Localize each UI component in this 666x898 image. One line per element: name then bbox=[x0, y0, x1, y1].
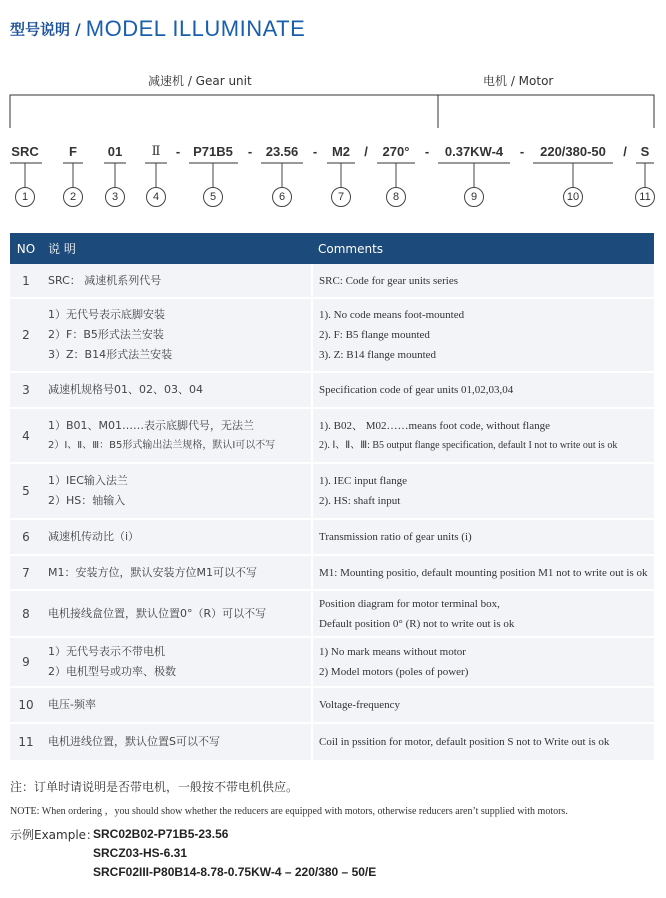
table-row bbox=[10, 637, 654, 687]
row-no: 5 bbox=[10, 463, 42, 519]
table-row bbox=[10, 723, 654, 761]
row-desc: 电压-频率 bbox=[42, 687, 312, 723]
row-comment: 1). B02、 M02……means foot code, without flange 2). Ⅰ、Ⅱ、Ⅲ: B5 output flange specification, default I not to write out is ok bbox=[312, 408, 654, 463]
table-row bbox=[10, 463, 654, 519]
row-comment: Coil in pssition for motor, default position S not to Write out is ok bbox=[312, 723, 654, 761]
connector-lines bbox=[25, 163, 645, 187]
title-cn: 型号说明 / bbox=[10, 20, 81, 39]
example-line: SRCF02III-P80B14-8.78-0.75KW-4 – 220/380 – 50/E bbox=[93, 865, 377, 879]
row-comment: 1) No mark means without motor 2) Model motors (poles of power) bbox=[312, 637, 654, 687]
row-no: 1 bbox=[10, 264, 42, 298]
bracket-outline bbox=[10, 95, 654, 128]
row-desc: 1）IEC输入法兰 2）HS：轴输入 bbox=[42, 463, 312, 519]
example-line: SRC02B02-P71B5-23.56 bbox=[93, 827, 229, 841]
note-en: NOTE: When ordering ，you should show whether the reducers are equipped with motors, otherwise reducers aren’t supplied with motors. bbox=[10, 806, 568, 817]
table-row bbox=[10, 408, 654, 463]
code-voltage: 220/380-50 bbox=[540, 144, 606, 159]
note-cn: 注：订单时请说明是否带电机，一般按不带电机供应。 bbox=[10, 780, 299, 794]
col-desc-header: 说 明 bbox=[42, 233, 312, 264]
row-comment: Transmission ratio of gear units (i) bbox=[312, 519, 654, 555]
circle-number: 10 bbox=[563, 187, 583, 207]
code-slash: / bbox=[364, 144, 368, 159]
circle-number: 7 bbox=[331, 187, 351, 207]
row-comment: 1). IEC input flange 2). HS: shaft input bbox=[312, 463, 654, 519]
row-no: 7 bbox=[10, 555, 42, 590]
row-no: 10 bbox=[10, 687, 42, 723]
code-roman: Ⅱ bbox=[151, 144, 161, 159]
example-label: 示例Example： bbox=[10, 828, 99, 842]
code-src: SRC bbox=[11, 144, 39, 159]
row-no: 6 bbox=[10, 519, 42, 555]
code-sep: - bbox=[312, 144, 318, 159]
table-row bbox=[10, 519, 654, 555]
row-desc: SRC： 减速机系列代号 bbox=[42, 264, 312, 298]
circle-number: 8 bbox=[386, 187, 406, 207]
code-m2: M2 bbox=[331, 144, 351, 159]
row-comment: Specification code of gear units 01,02,03,04 bbox=[312, 372, 654, 408]
row-no: 11 bbox=[10, 723, 42, 761]
row-comment: Position diagram for motor terminal box, Default position 0° (R) not to write out is ok bbox=[312, 590, 654, 637]
table-row bbox=[10, 298, 654, 372]
table-row bbox=[10, 372, 654, 408]
circle-number: 1 bbox=[15, 187, 35, 207]
row-comment: Voltage-frequency bbox=[312, 687, 654, 723]
gear-unit-label: 减速机 / Gear unit bbox=[148, 74, 252, 88]
row-desc: 1）无代号表示底脚安装 2）F：B5形式法兰安装 3）Z：B14形式法兰安装 bbox=[42, 298, 312, 372]
code-sep: - bbox=[247, 144, 253, 159]
row-comment: SRC: Code for gear units series bbox=[312, 264, 654, 298]
code-01: 01 bbox=[107, 144, 123, 159]
code-slash: / bbox=[623, 144, 627, 159]
circle-number: 3 bbox=[105, 187, 125, 207]
row-comment: M1: Mounting positio, default mounting position M1 not to write out is ok bbox=[312, 555, 654, 590]
row-desc: 电机接线盒位置，默认位置0°（R）可以不写 bbox=[42, 590, 312, 637]
row-desc: 减速机规格号01、02、03、04 bbox=[42, 372, 312, 408]
spec-table bbox=[10, 233, 654, 762]
code-p71b5: P71B5 bbox=[193, 144, 233, 159]
code-270: 270° bbox=[382, 144, 410, 159]
row-desc: 1）B01、M01……表示底脚代号，无法兰 2）Ⅰ、Ⅱ、Ⅲ：B5形式输出法兰规格，默认Ⅰ可以不写 bbox=[42, 408, 312, 463]
circle-number: 2 bbox=[63, 187, 83, 207]
motor-label: 电机 / Motor bbox=[483, 74, 554, 88]
circle-number: 9 bbox=[464, 187, 484, 207]
table-row bbox=[10, 687, 654, 723]
example-line: SRCZ03-HS-6.31 bbox=[93, 846, 188, 860]
code-f: F bbox=[69, 144, 77, 159]
table-row bbox=[10, 555, 654, 590]
row-no: 4 bbox=[10, 408, 42, 463]
code-power: 0.37KW-4 bbox=[444, 144, 504, 159]
row-no: 8 bbox=[10, 590, 42, 637]
table-row bbox=[10, 264, 654, 298]
col-comments-header: Comments bbox=[312, 233, 654, 264]
circle-number: 11 bbox=[635, 187, 655, 207]
row-desc: 1）无代号表示不带电机 2）电机型号或功率、极数 bbox=[42, 637, 312, 687]
code-ratio: 23.56 bbox=[265, 144, 299, 159]
row-desc: 减速机传动比（i） bbox=[42, 519, 312, 555]
circle-number: 5 bbox=[203, 187, 223, 207]
table-header bbox=[10, 233, 654, 264]
row-no: 2 bbox=[10, 298, 42, 372]
circle-number: 6 bbox=[272, 187, 292, 207]
row-no: 9 bbox=[10, 637, 42, 687]
title-en: MODEL ILLUMINATE bbox=[85, 16, 306, 41]
table-row bbox=[10, 590, 654, 637]
row-comment: 1). No code means foot-mounted 2). F: B5 flange mounted 3). Z: B14 flange mounted bbox=[312, 298, 654, 372]
row-desc: M1：安装方位，默认安装方位M1可以不写 bbox=[42, 555, 312, 590]
code-s: S bbox=[640, 144, 650, 159]
circle-number: 4 bbox=[146, 187, 166, 207]
row-desc: 电机进线位置，默认位置S可以不写 bbox=[42, 723, 312, 761]
col-no-header: NO bbox=[10, 233, 42, 264]
code-sep: - bbox=[519, 144, 525, 159]
code-sep: - bbox=[175, 144, 181, 159]
code-sep: - bbox=[424, 144, 430, 159]
row-no: 3 bbox=[10, 372, 42, 408]
